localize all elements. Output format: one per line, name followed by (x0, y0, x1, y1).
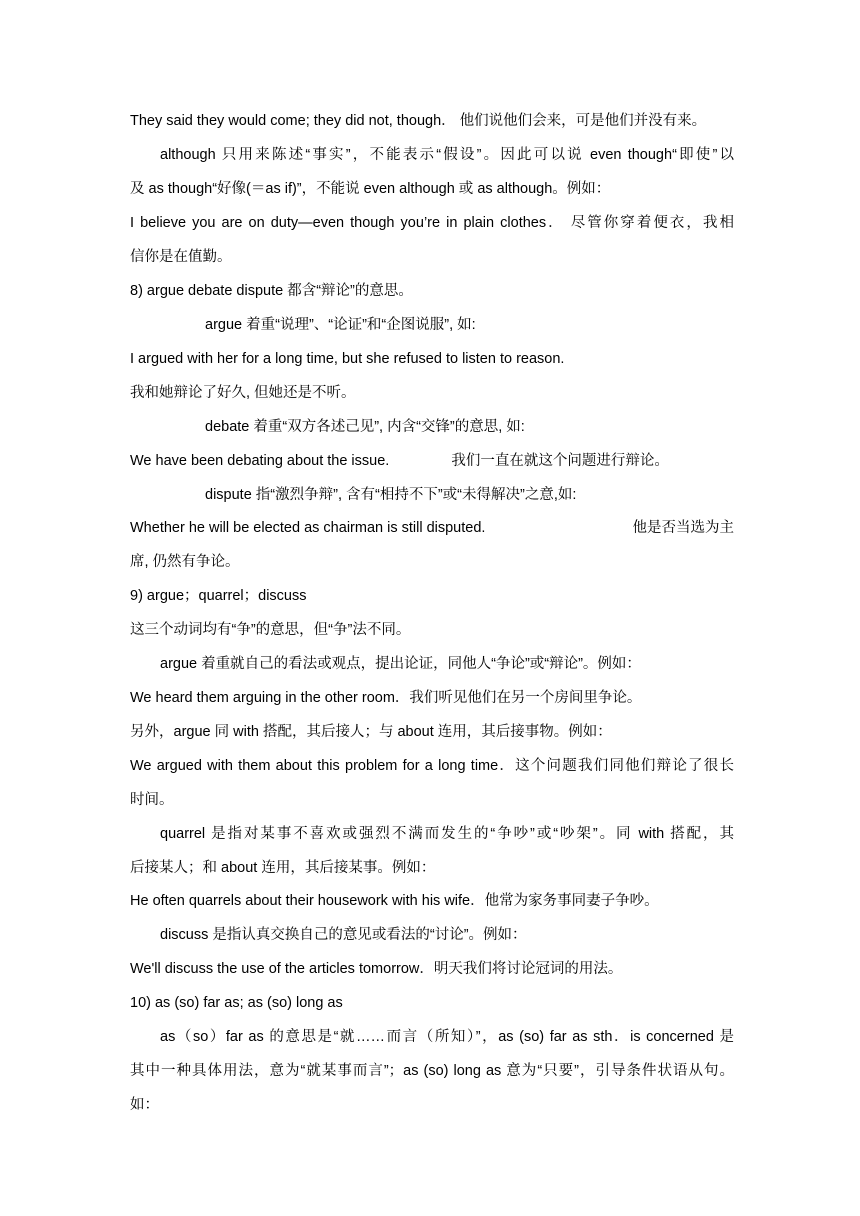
text-line: dispute 指“激烈争辩”, 含有“相持不下”或“未得解决”之意,如: (205, 487, 577, 503)
text-line: 席, 仍然有争论。 (130, 554, 240, 570)
text-line: 后接某人；和 about 连用，其后接某事。例如： (130, 860, 436, 876)
example-translation: 他是否当选为主 (632, 520, 734, 536)
text-line: argue 着重“说理”、“论证”和“企图说服”, 如: (205, 317, 476, 333)
text-line: quarrel 是指对某事不喜欢或强烈不满而发生的“争吵”或“吵架”。同 with 搭配，其 (160, 826, 734, 842)
section-heading: 9) argue；quarrel；discuss (130, 588, 307, 604)
example-sentence: We heard them arguing in the other room．我们听见他们在另一个房间里争论。 (130, 690, 642, 706)
text-line: 及 as though“好像(＝as if)”，不能说 even although 或 as although。例如： (130, 181, 611, 197)
example-sentence: We have been debating about the issue. (130, 453, 390, 469)
section-heading: 8) argue debate dispute 都含“辩论”的意思。 (130, 283, 413, 299)
text-line: 这三个动词均有“争”的意思，但“争”法不同。 (130, 622, 411, 638)
example-sentence: Whether he will be elected as chairman is still disputed. (130, 520, 486, 536)
text-line: debate 着重“双方各述己见”, 内含“交锋”的意思, 如: (205, 419, 525, 435)
example-translation: 我们一直在就这个问题进行辩论。 (451, 453, 669, 469)
text-line: 另外，argue 同 with 搭配，其后接人；与 about 连用，其后接事物。例如： (130, 724, 612, 740)
text-line: I believe you are on duty—even though you’re in plain clothes． 尽管你穿着便衣，我相 (130, 215, 734, 231)
text-line: although 只用来陈述“事实”，不能表示“假设”。因此可以说 even though“即使”以 (160, 147, 734, 163)
section-heading: 10) as (so) far as; as (so) long as (130, 995, 343, 1011)
text-line: 信你是在值勤。 (130, 249, 232, 265)
text-line: 时间。 (130, 792, 174, 808)
example-line (130, 451, 734, 471)
text-line: They said they would come; they did not, though． 他们说他们会来，可是他们并没有来。 (130, 113, 707, 129)
text-line: argue 着重就自己的看法或观点，提出论证，同他人“争论”或“辩论”。例如： (160, 656, 641, 672)
text-line: discuss 是指认真交换自己的意见或看法的“讨论”。例如： (160, 927, 527, 943)
example-translation: 我和她辩论了好久, 但她还是不听。 (130, 385, 356, 401)
example-line (130, 518, 734, 538)
example-sentence: We'll discuss the use of the articles tomorrow．明天我们将讨论冠词的用法。 (130, 961, 623, 977)
text-line: as（so）far as 的意思是“就……而言（所知）”，as (so) far as sth．is concerned 是 (160, 1029, 734, 1045)
example-sentence: He often quarrels about their housework with his wife．他常为家务事同妻子争吵。 (130, 893, 659, 909)
text-line: 如： (130, 1097, 159, 1113)
text-line: 其中一种具体用法，意为“就某事而言”；as (so) long as 意为“只要”，引导条件状语从句。 (130, 1063, 734, 1079)
example-sentence: We argued with them about this problem for a long time．这个问题我们同他们辩论了很长 (130, 758, 734, 774)
example-sentence: I argued with her for a long time, but she refused to listen to reason. (130, 351, 565, 367)
